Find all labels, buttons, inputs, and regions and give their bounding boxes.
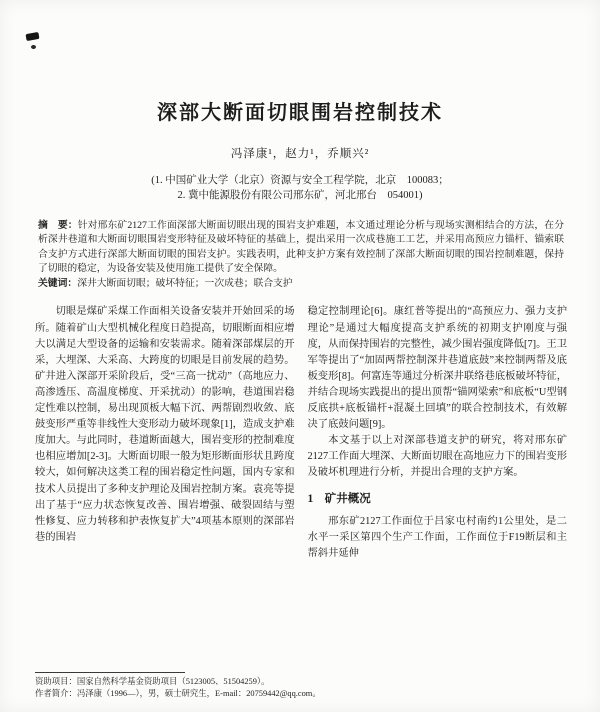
paper-title: 深部大断面切眼围岩控制技术 bbox=[157, 102, 443, 124]
abstract-block bbox=[38, 219, 564, 276]
scan-artifact bbox=[25, 32, 39, 41]
keywords-block bbox=[38, 277, 564, 291]
intro-paragraph: 切眼是煤矿采煤工作面相关设备安装并开始回采的场所。随着矿山大型机械化程度日趋提高，切眼断面相应增大以满足大型设备的运输和安装需求。随着深部煤层的开采，大埋深、大采高、大跨度的切眼是目前发展的趋势。矿井进入深部开采阶段后，受“三高一扰动”（高地应力、高渗透压、高温度梯度、开采扰动）的影响，巷道围岩稳定性难以控制，易出现顶板大幅下沉、两帮剧烈收敛、底鼓变形严重等非线性大变形动力破坏现象[1]，造成支护难度加大。与此同时，巷道断面越大，围岩变形的控制难度也相应增加[2-3]。大断面切眼一般为矩形断面形状且跨度较大，如何解决这类工程的围岩稳定性问题，国内专家和技术人员提出了多种支护理论及围岩控制方案。袁亮等提出了基于“应力状态恢复改善、围岩增强、破裂固结与塑性修复、应力转移和护表恢复扩大”4项基本原则的深部岩巷的围岩 bbox=[35, 306, 295, 543]
affiliation-line-2: 2. 冀中能源股份有限公司邢东矿，河北邢台 054001) bbox=[177, 190, 423, 201]
keywords-label: 关键词： bbox=[38, 278, 78, 290]
right-column bbox=[308, 304, 568, 561]
keywords-text: 深井大断面切眼；破坏特征；一次成巷；联合支护 bbox=[77, 278, 293, 290]
footnote-divider bbox=[35, 672, 185, 673]
abstract-label: 摘 要： bbox=[38, 220, 78, 231]
section-1-heading: 1 矿井概况 bbox=[307, 492, 371, 505]
body-columns bbox=[35, 304, 567, 561]
footnote-funding: 资助项目：国家自然科学基金资助项目（5123005、51504259）。 bbox=[35, 677, 270, 686]
footnote-author: 作者简介：冯泽康（1996—），男，硕士研究生，E-mail：20759442@qq.com。 bbox=[35, 689, 321, 698]
scan-artifact bbox=[31, 45, 36, 49]
purpose-paragraph: 本文基于以上对深部巷道支护的研究，将对邢东矿2127工作面大埋深、大断面切眼在高地应力下的围岩变形及破坏机理进行分析，并提出合理的支护方案。 bbox=[307, 435, 567, 479]
intro-paragraph-continued: 稳定控制理论[6]。康红普等提出的“高预应力、强力支护理论”是通过大幅度提高支护系统的初期支护刚度与强度，从而保持围岩的完整性，减少围岩强度降低[7]。王卫军等提出了“加固两帮控制深井巷道底鼓”来控制两帮及底板变形[8]。何富连等通过分析深井联络巷底板破坏特征，并结合现场实践提出的提出顶帮“锚网梁索”和底板“U型钢反底拱+底板锚杆+混凝土回填”的联合控制技术，有效解决了底鼓问题[9]。 bbox=[307, 306, 567, 431]
left-column bbox=[35, 304, 295, 561]
section-1-paragraph: 邢东矿2127工作面位于吕家屯村南约1公里处，是二水平一采区第四个生产工作面，工作面位于F19断层和主帮斜井延伸 bbox=[307, 515, 567, 559]
abstract-text: 针对邢东矿2127工作面深部大断面切眼出现的围岩支护难题，本文通过理论分析与现场实测相结合的方法，在分析深井巷道和大断面切眼围岩变形特征及破坏特征的基础上，提出采用一次成巷施工工艺，并采用高预应力锚杆、锚索联合支护方式进行深部大断面切眼的围岩支护。实践表明，此种支护方案有效控制了深部大断面切眼的围岩控制难题，保持了切眼的稳定，为设备安装及使用施工提供了安全保障。 bbox=[38, 220, 564, 274]
affiliation-line-1: (1. 中国矿业大学（北京）资源与安全工程学院，北京 100083； bbox=[151, 175, 449, 186]
authors-line: 冯泽康¹，赵力¹，乔顺兴² bbox=[230, 148, 370, 160]
footnote-block bbox=[35, 672, 570, 700]
